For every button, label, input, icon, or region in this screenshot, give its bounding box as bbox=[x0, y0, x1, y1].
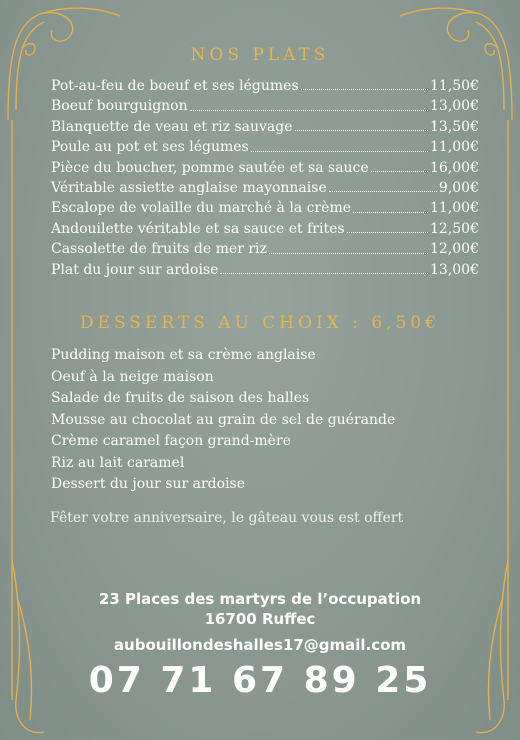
plat-row bbox=[51, 239, 479, 259]
dot-leader bbox=[295, 130, 429, 131]
plat-price: 13,00€ bbox=[430, 261, 479, 278]
address-line-2: 16700 Ruffec bbox=[204, 610, 316, 628]
dot-leader bbox=[347, 232, 428, 233]
dessert-item: Mousse au chocolat au grain de sel de guérande bbox=[51, 411, 396, 428]
dessert-item: Dessert du jour sur ardoise bbox=[51, 476, 246, 492]
dessert-item: Oeuf à la neige maison bbox=[51, 368, 214, 385]
desserts-list bbox=[51, 345, 471, 496]
plat-row bbox=[51, 260, 479, 280]
dessert-item: Riz au lait caramel bbox=[51, 454, 185, 471]
plat-name: Pot-au-feu de boeuf et ses légumes bbox=[51, 78, 299, 94]
dot-leader bbox=[251, 151, 428, 152]
plat-price: 13,00€ bbox=[430, 98, 479, 115]
plat-price: 11,00€ bbox=[430, 200, 479, 217]
plats-title: NOS PLATS bbox=[190, 45, 330, 65]
dot-leader bbox=[371, 171, 428, 172]
dot-leader bbox=[220, 273, 428, 274]
dessert-item: Pudding maison et sa crème anglaise bbox=[51, 347, 316, 363]
plat-row bbox=[51, 117, 479, 137]
plats-list bbox=[51, 76, 479, 280]
plat-row bbox=[51, 158, 479, 178]
plat-name: Escalope de volaille du marché à la crème bbox=[51, 200, 352, 217]
dot-leader bbox=[190, 110, 428, 111]
plat-price: 11,00€ bbox=[430, 139, 479, 156]
birthday-note: Fêter votre anniversaire, le gâteau vous est offert bbox=[50, 510, 404, 526]
dessert-item: Crème caramel façon grand-mère bbox=[51, 433, 291, 449]
plat-row bbox=[51, 96, 479, 116]
plat-price: 9,00€ bbox=[438, 179, 479, 196]
plat-name: Cassolette de fruits de mer riz bbox=[51, 241, 267, 258]
plat-row bbox=[51, 178, 479, 198]
plat-name: Boeuf bourguignon bbox=[51, 98, 188, 115]
dessert-item: Salade de fruits de saison des halles bbox=[51, 390, 310, 406]
email-address[interactable]: aubouillondeshalles17@gmail.com bbox=[113, 636, 407, 654]
plat-price: 11,50€ bbox=[430, 78, 479, 94]
plat-price: 12,00€ bbox=[430, 241, 479, 258]
dot-leader bbox=[269, 253, 428, 254]
plat-name: Poule au pot et ses légumes bbox=[51, 139, 249, 156]
dot-leader bbox=[353, 212, 428, 213]
dot-leader bbox=[329, 191, 437, 192]
plat-name: Blanquette de veau et riz sauvage bbox=[51, 118, 293, 135]
plat-price: 16,00€ bbox=[430, 159, 479, 176]
plat-row bbox=[51, 137, 479, 157]
plat-name: Plat du jour sur ardoise bbox=[51, 261, 219, 278]
plat-row bbox=[51, 198, 479, 218]
plat-price: 12,50€ bbox=[430, 220, 479, 237]
phone-number[interactable]: 07 71 67 89 25 bbox=[88, 660, 432, 701]
plat-row bbox=[51, 219, 479, 239]
plat-name: Véritable assiette anglaise mayonnaise bbox=[51, 179, 327, 196]
desserts-title: DESSERTS AU CHOIX : 6,50€ bbox=[79, 313, 441, 333]
address-line-1: 23 Places des martyrs de l’occupation bbox=[98, 590, 422, 608]
plat-row bbox=[51, 76, 479, 96]
plat-price: 13,50€ bbox=[430, 118, 479, 135]
plat-name: Andouilette véritable et sa sauce et frites bbox=[51, 220, 345, 237]
dot-leader bbox=[301, 89, 428, 90]
plat-name: Pièce du boucher, pomme sautée et sa sauce bbox=[51, 159, 369, 176]
